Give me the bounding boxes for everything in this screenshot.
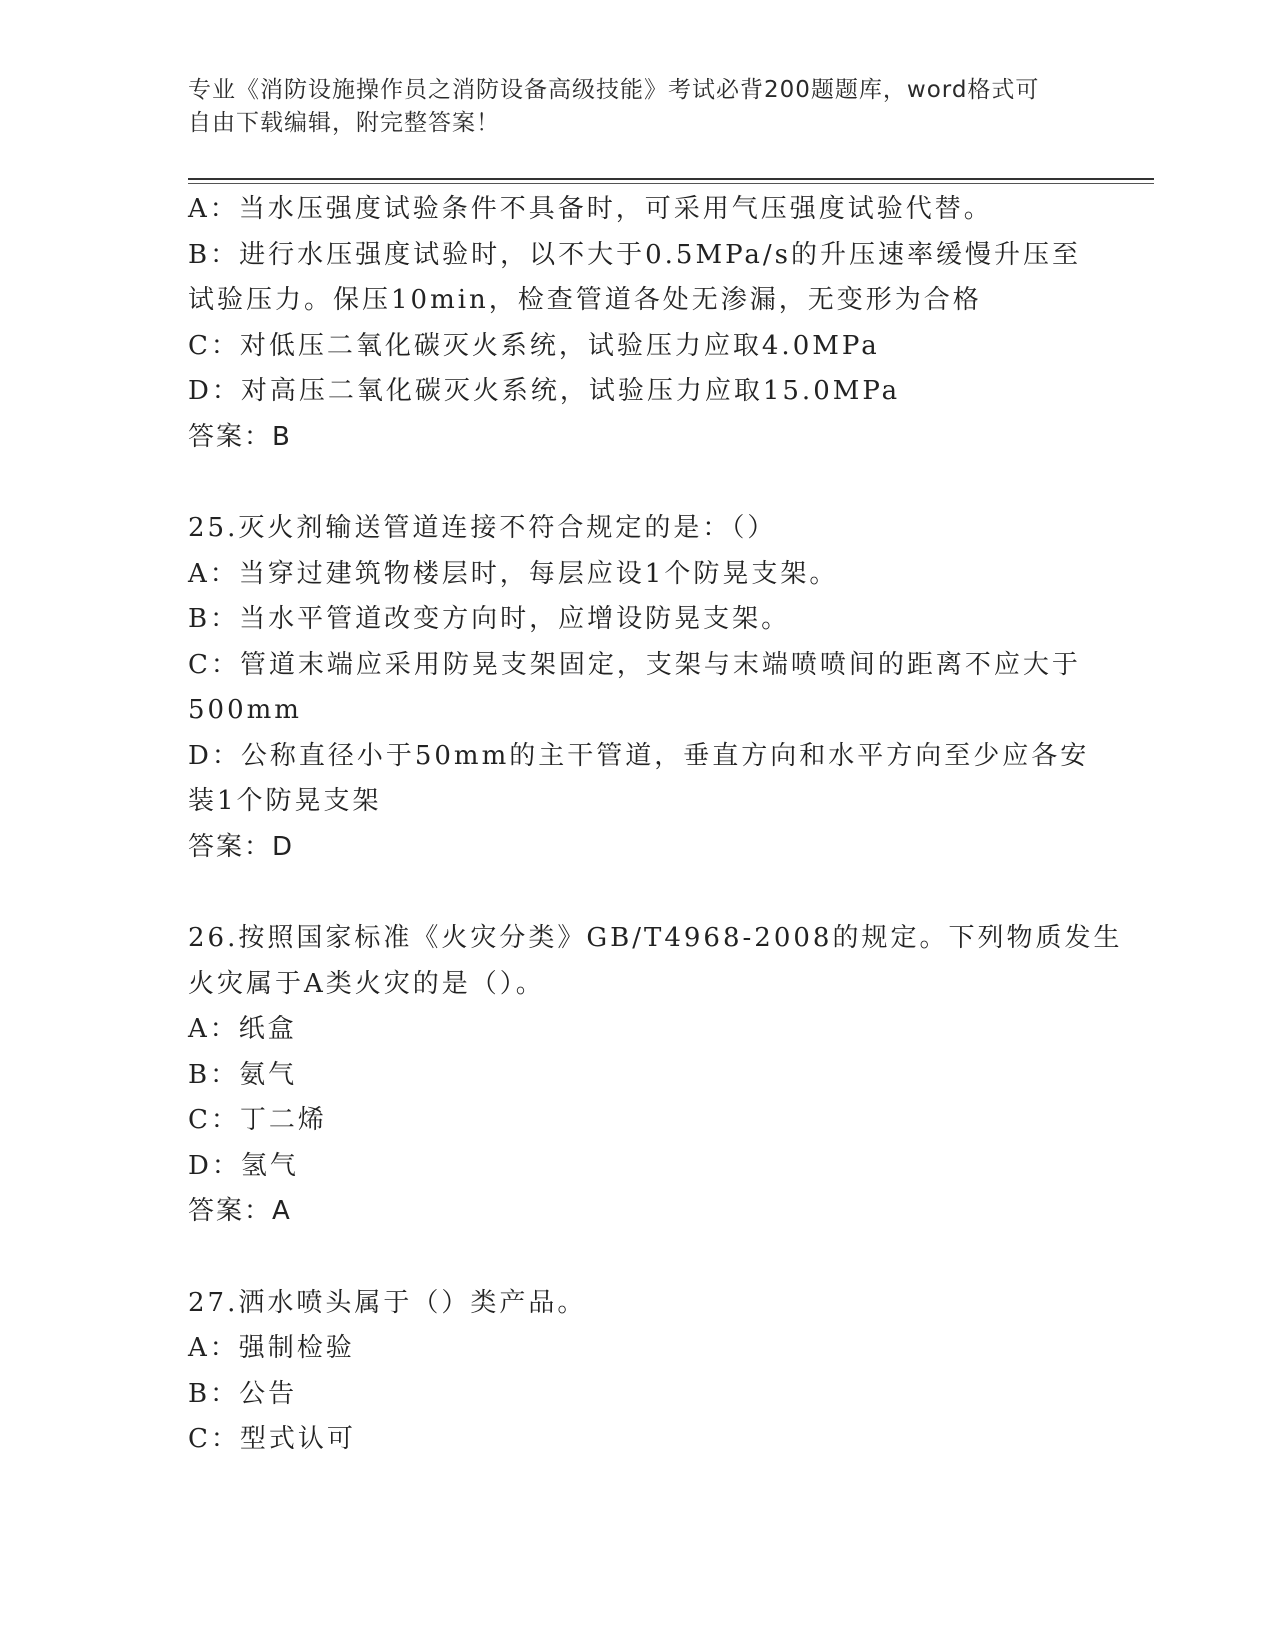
- q24-option-d: D：对高压二氧化碳灭火系统，试验压力应取15.0MPa: [188, 376, 901, 406]
- q26-option-a: A：纸盒: [188, 1014, 297, 1044]
- q24-option-b-line-2: 试验压力。保压10min，检查管道各处无渗漏，无变形为合格: [188, 285, 982, 315]
- q24-option-a: A：当水压强度试验条件不具备时，可采用气压强度试验代替。: [188, 194, 993, 224]
- document-header: [188, 74, 1068, 140]
- q24-option-b-line-1: B：进行水压强度试验时，以不大于0.5MPa/s的升压速率缓慢升压至: [188, 239, 1082, 270]
- q25-answer: 答案：D: [188, 831, 295, 862]
- document-body: [188, 187, 1123, 1463]
- q26-question-line-2: 火灾属于A类火灾的是（）。: [188, 968, 545, 999]
- q24-answer: 答案：B: [188, 421, 292, 452]
- q24-option-c: C：对低压二氧化碳灭火系统，试验压力应取4.0MPa: [188, 330, 880, 361]
- question-27-block: [188, 1281, 1068, 1463]
- q27-option-a: A：强制检验: [188, 1333, 355, 1363]
- q26-option-c: C：丁二烯: [188, 1105, 327, 1135]
- header-divider-thick: [188, 178, 1154, 180]
- question-25-block: [188, 506, 1090, 870]
- q26-answer: 答案：A: [188, 1196, 292, 1226]
- q26-option-d: D：氢气: [188, 1150, 299, 1181]
- q27-option-b: B：公告: [188, 1378, 298, 1409]
- q25-option-b: B：当水平管道改变方向时，应增设防晃支架。: [188, 604, 791, 634]
- q27-option-c: C：型式认可: [188, 1424, 356, 1454]
- spacer: [188, 460, 1068, 506]
- spacer: [188, 1235, 1068, 1281]
- q25-option-c-line-1: C：管道末端应采用防晃支架固定，支架与末端喷喷间的距离不应大于: [188, 649, 1081, 680]
- q25-option-d-line-2: 装1个防晃支架: [188, 786, 382, 816]
- q25-option-c-line-2: 500mm: [188, 695, 302, 725]
- header-line-1: 专业《消防设施操作员之消防设备高级技能》考试必背200题题库，word格式可: [188, 77, 1040, 103]
- q25-option-a: A：当穿过建筑物楼层时，每层应设1个防晃支架。: [188, 558, 839, 589]
- q26-option-b: B：氨气: [188, 1059, 298, 1090]
- question-26-block: [188, 916, 1123, 1235]
- q27-question: 27.洒水喷头属于（）类产品。: [188, 1287, 587, 1318]
- q25-option-d-line-1: D：公称直径小于50mm的主干管道，垂直方向和水平方向至少应各安: [188, 740, 1090, 771]
- question-24-block: [188, 187, 1082, 460]
- q25-question: 25.灭火剂输送管道连接不符合规定的是：（）: [188, 513, 777, 543]
- header-divider-thin: [188, 183, 1154, 184]
- q26-question-line-1: 26.按照国家标准《火灾分类》GB/T4968-2008的规定。下列物质发生: [188, 923, 1123, 953]
- header-line-2: 自由下载编辑，附完整答案！: [188, 110, 500, 136]
- spacer: [188, 870, 1068, 916]
